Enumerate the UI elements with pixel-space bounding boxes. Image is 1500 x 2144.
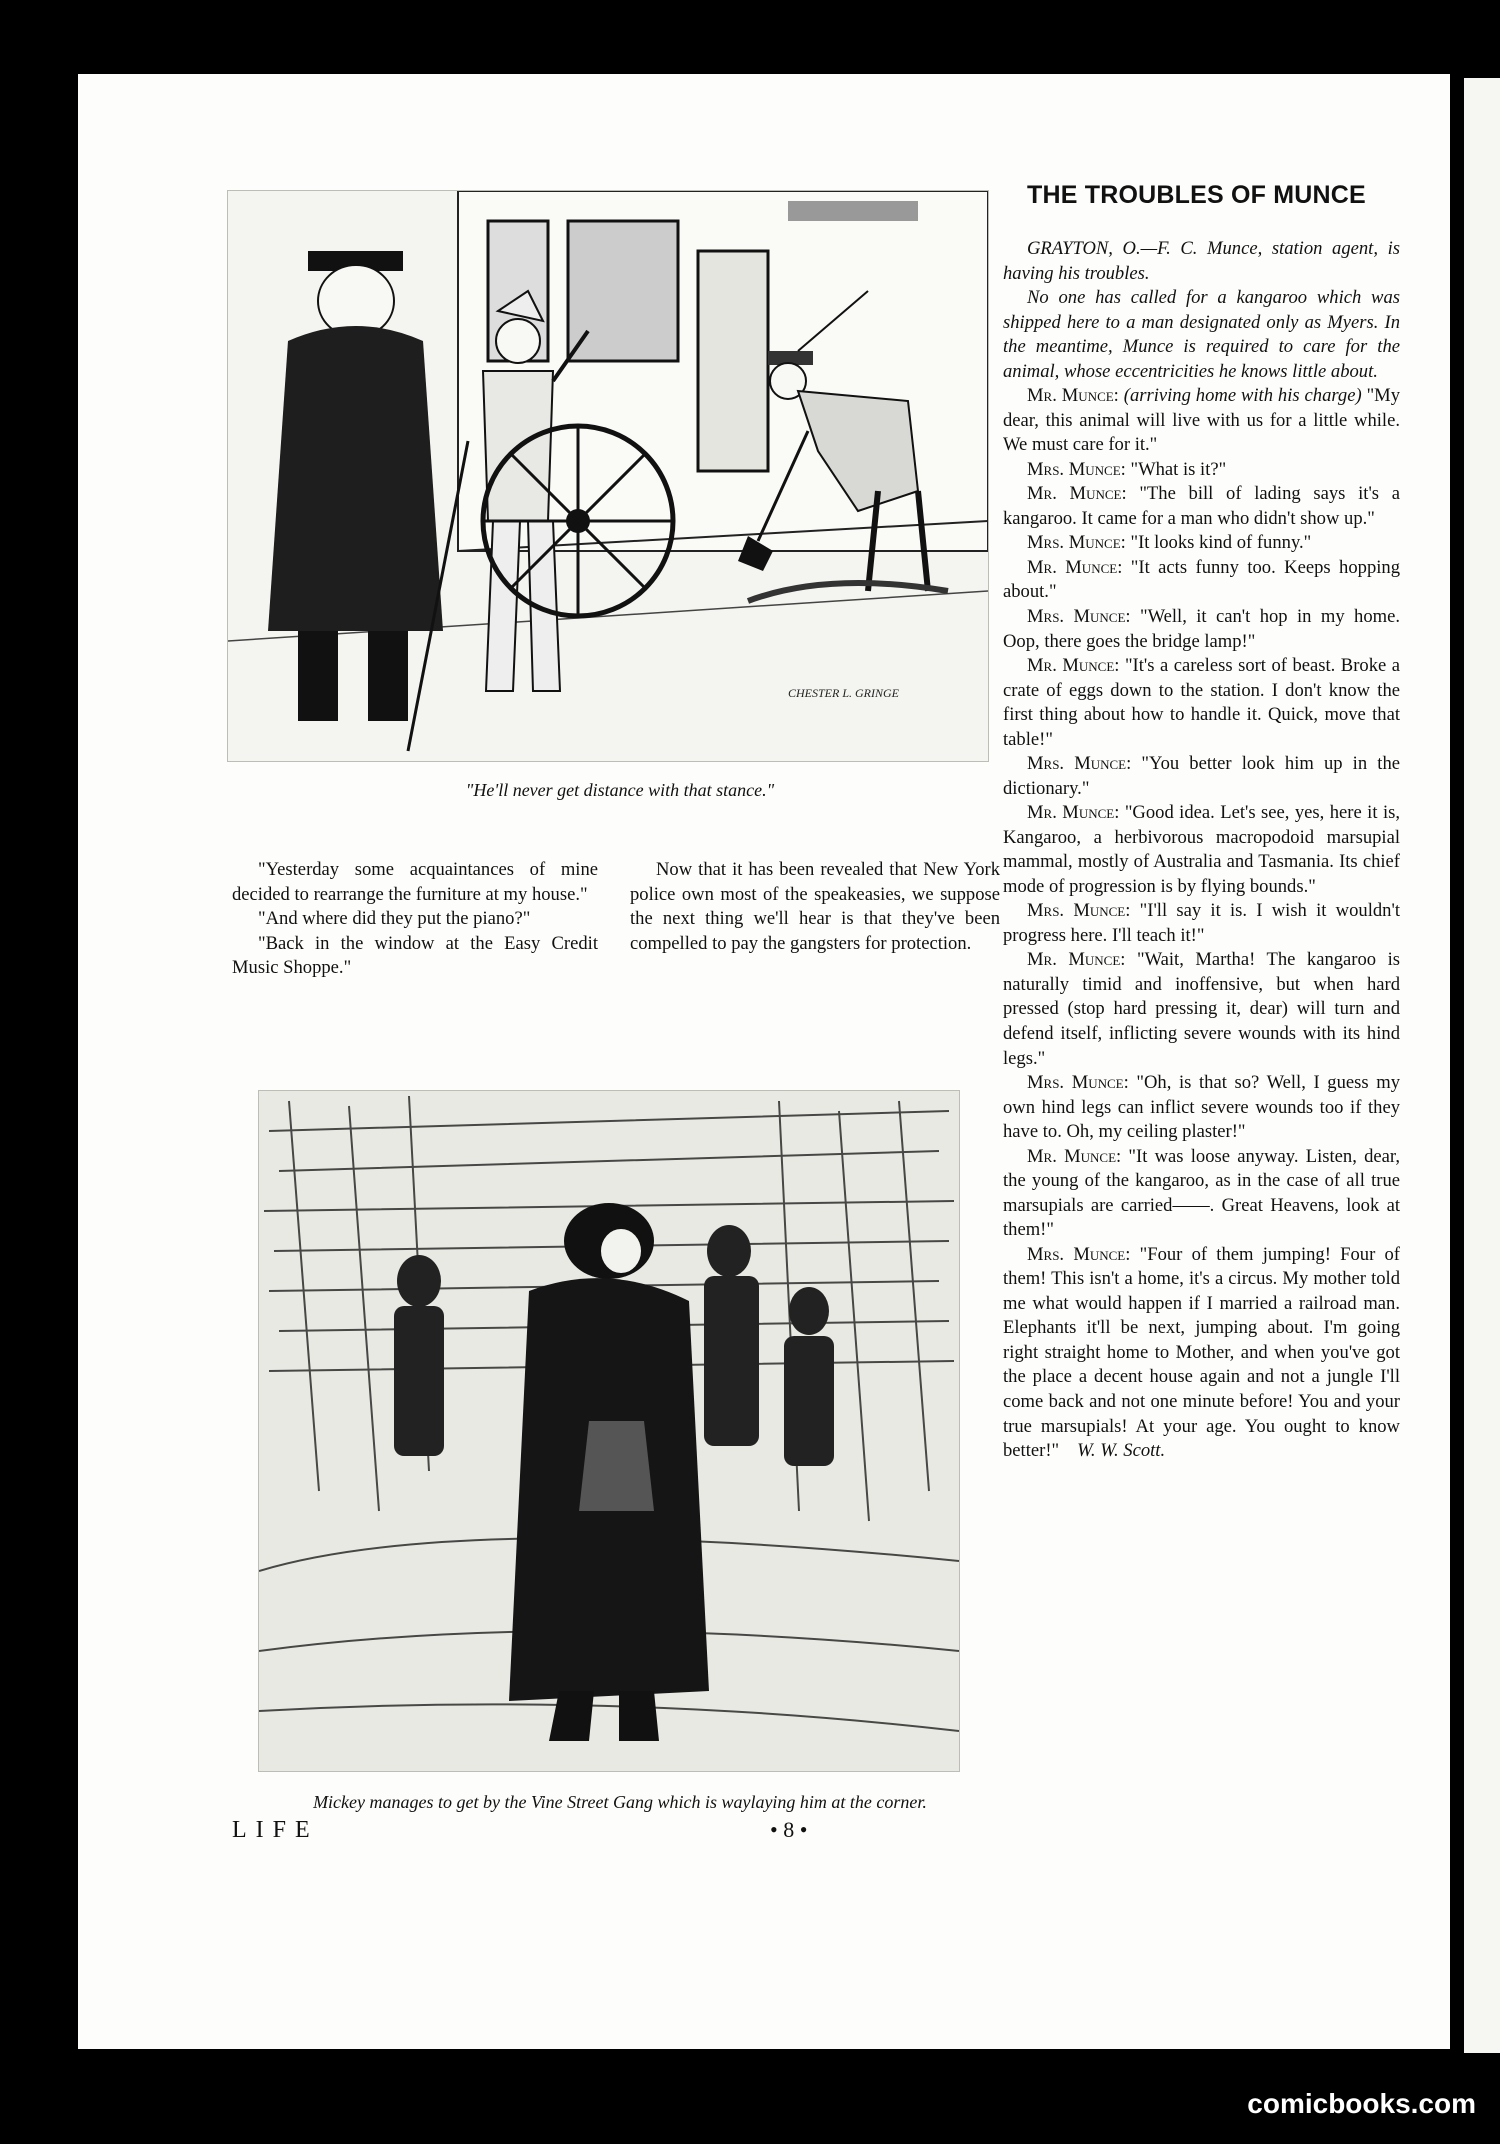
magazine-name: LIFE — [232, 1817, 319, 1843]
dialogue-text: "I'll say it is. I wish it wouldn't progress here. I'll teach it!" — [1003, 900, 1400, 946]
dialogue-text: "Wait, Martha! The kangaroo is naturally timid and inoffensive, but when hard pressed (stop hard pressing it, dear) will turn and defend itself, inflicting severe wounds with its hind legs." — [1003, 949, 1400, 1069]
dialogue-text: "It looks kind of funny." — [1125, 532, 1312, 554]
speaker-name: Mrs. Munce: — [1027, 900, 1131, 922]
dialogue-line — [1003, 654, 1400, 752]
dialogue-line — [1003, 1145, 1400, 1243]
cartoon-policemen-illustration — [227, 190, 989, 762]
dialogue-line — [1003, 605, 1400, 654]
article-dialogue — [1003, 384, 1400, 1463]
speaker-name: Mr. Munce: — [1027, 385, 1119, 407]
dialogue-text: "You better look him up in the dictionary." — [1003, 753, 1400, 799]
speaker-name: Mrs. Munce: — [1027, 1243, 1131, 1265]
dialogue-text: "Oh, is that so? Well, I guess my own hind legs can inflict severe wounds too if they have to. Oh, my ceiling plaster!" — [1003, 1072, 1400, 1143]
dialogue-line — [1003, 1071, 1400, 1145]
speaker-name: Mrs. Munce: — [1027, 1072, 1129, 1094]
dialogue-text: "It was loose anyway. Listen, dear, the young of the kangaroo, as in the case of all true marsupials are carried——. Great Heavens, look at them!" — [1003, 1145, 1400, 1241]
speaker-name: Mrs. Munce: — [1027, 605, 1131, 627]
dialogue-line — [1003, 384, 1400, 458]
joke-paragraph: "Back in the window at the Easy Credit Music Shoppe." — [232, 932, 598, 979]
joke-paragraph: "Yesterday some acquaintances of mine decided to rearrange the furniture at my house." — [232, 859, 598, 905]
speaker-name: Mrs. Munce: — [1027, 532, 1126, 554]
artist-signature: CHESTER L. GRINGE — [788, 686, 899, 700]
stage-direction: (arriving home with his charge) — [1123, 385, 1362, 407]
article-body — [1003, 237, 1400, 1464]
dialogue-line — [1003, 458, 1400, 483]
speaker-name: Mr. Munce: — [1027, 1145, 1122, 1167]
dialogue-text: "It's a careless sort of beast. Broke a crate of eggs down to the station. I don't know the first thing about how to handle it. Quick, move that table!" — [1003, 655, 1400, 750]
dialogue-line — [1003, 531, 1400, 556]
dialogue-text: "What is it?" — [1125, 458, 1227, 480]
article-title: THE TROUBLES OF MUNCE — [1027, 181, 1366, 209]
dialogue-line — [1003, 948, 1400, 1071]
dialogue-line — [1003, 482, 1400, 531]
speaker-name: Mr. Munce: — [1027, 802, 1120, 824]
author-signature: W. W. Scott. — [1077, 1440, 1166, 1462]
dialogue-text: "My dear, this animal will live with us for a little while. We must care for it." — [1003, 385, 1400, 456]
article-intro: No one has called for a kangaroo which was shipped here to a man designated only as Myers. In the meantime, Munce is required to care for the animal, whose eccentricities he knows little about. — [1003, 287, 1400, 382]
dialogue-text: "Good idea. Let's see, yes, here it is, Kangaroo, a herbivorous macropodoid marsupial mammal, mostly of Australia and Tasmania. Its chief mode of progression is by flying bounds." — [1003, 802, 1400, 897]
speaker-name: Mrs. Munce: — [1027, 458, 1126, 480]
dialogue-text: "Well, it can't hop in my home. Oop, there goes the bridge lamp!" — [1003, 605, 1400, 652]
speaker-name: Mr. Munce: — [1027, 655, 1120, 677]
dialogue-line — [1003, 801, 1400, 899]
joke-column-left — [232, 858, 598, 981]
dialogue-text: "It acts funny too. Keeps hopping about." — [1003, 556, 1400, 603]
bottom-cartoon-caption-display — [240, 1790, 1000, 1814]
joke-paragraph: Now that it has been revealed that New York police own most of the speakeasies, we suppose the next thing we'll hear is that they've been compelled to pay the gangsters for protection. — [630, 859, 1000, 954]
dialogue-line — [1003, 556, 1400, 605]
article-intro: GRAYTON, O.—F. C. Munce, station agent, is having his troubles. — [1003, 238, 1400, 284]
speaker-name: Mr. Munce: — [1027, 556, 1123, 578]
speaker-name: Mr. Munce: — [1027, 949, 1126, 971]
speaker-name: Mrs. Munce: — [1027, 753, 1132, 775]
top-cartoon-caption: "He'll never get distance with that stance." — [465, 780, 775, 800]
dialogue-line — [1003, 752, 1400, 801]
bottom-caption-text: Mickey manages to get by the Vine Street Gang which is waylaying him at the corner. — [313, 1792, 927, 1812]
watermark: comicbooks.com — [1247, 2088, 1476, 2119]
dialogue-line — [1003, 899, 1400, 948]
facing-page-edge — [1464, 78, 1500, 2053]
cartoon-gang-illustration — [258, 1090, 960, 1772]
dialogue-text: "Four of them jumping! Four of them! This isn't a home, it's a circus. My mother told me what would happen if I married a railroad man. Elephants it'll be next, jumping about. I'm going right straight home to Mother, and when you've got the place a decent house again and not a jungle I'll come back and not one minute before! You and your true marsupials! At your age. You ought to know better!" — [1003, 1243, 1400, 1462]
joke-paragraph: "And where did they put the piano?" — [258, 908, 531, 930]
joke-column-middle — [630, 858, 1000, 956]
speaker-name: Mr. Munce: — [1027, 483, 1127, 505]
dialogue-text: "The bill of lading says it's a kangaroo. It came for a man who didn't show up." — [1003, 483, 1400, 529]
page-number: • 8 • — [770, 1817, 808, 1842]
dialogue-line — [1003, 1243, 1400, 1464]
